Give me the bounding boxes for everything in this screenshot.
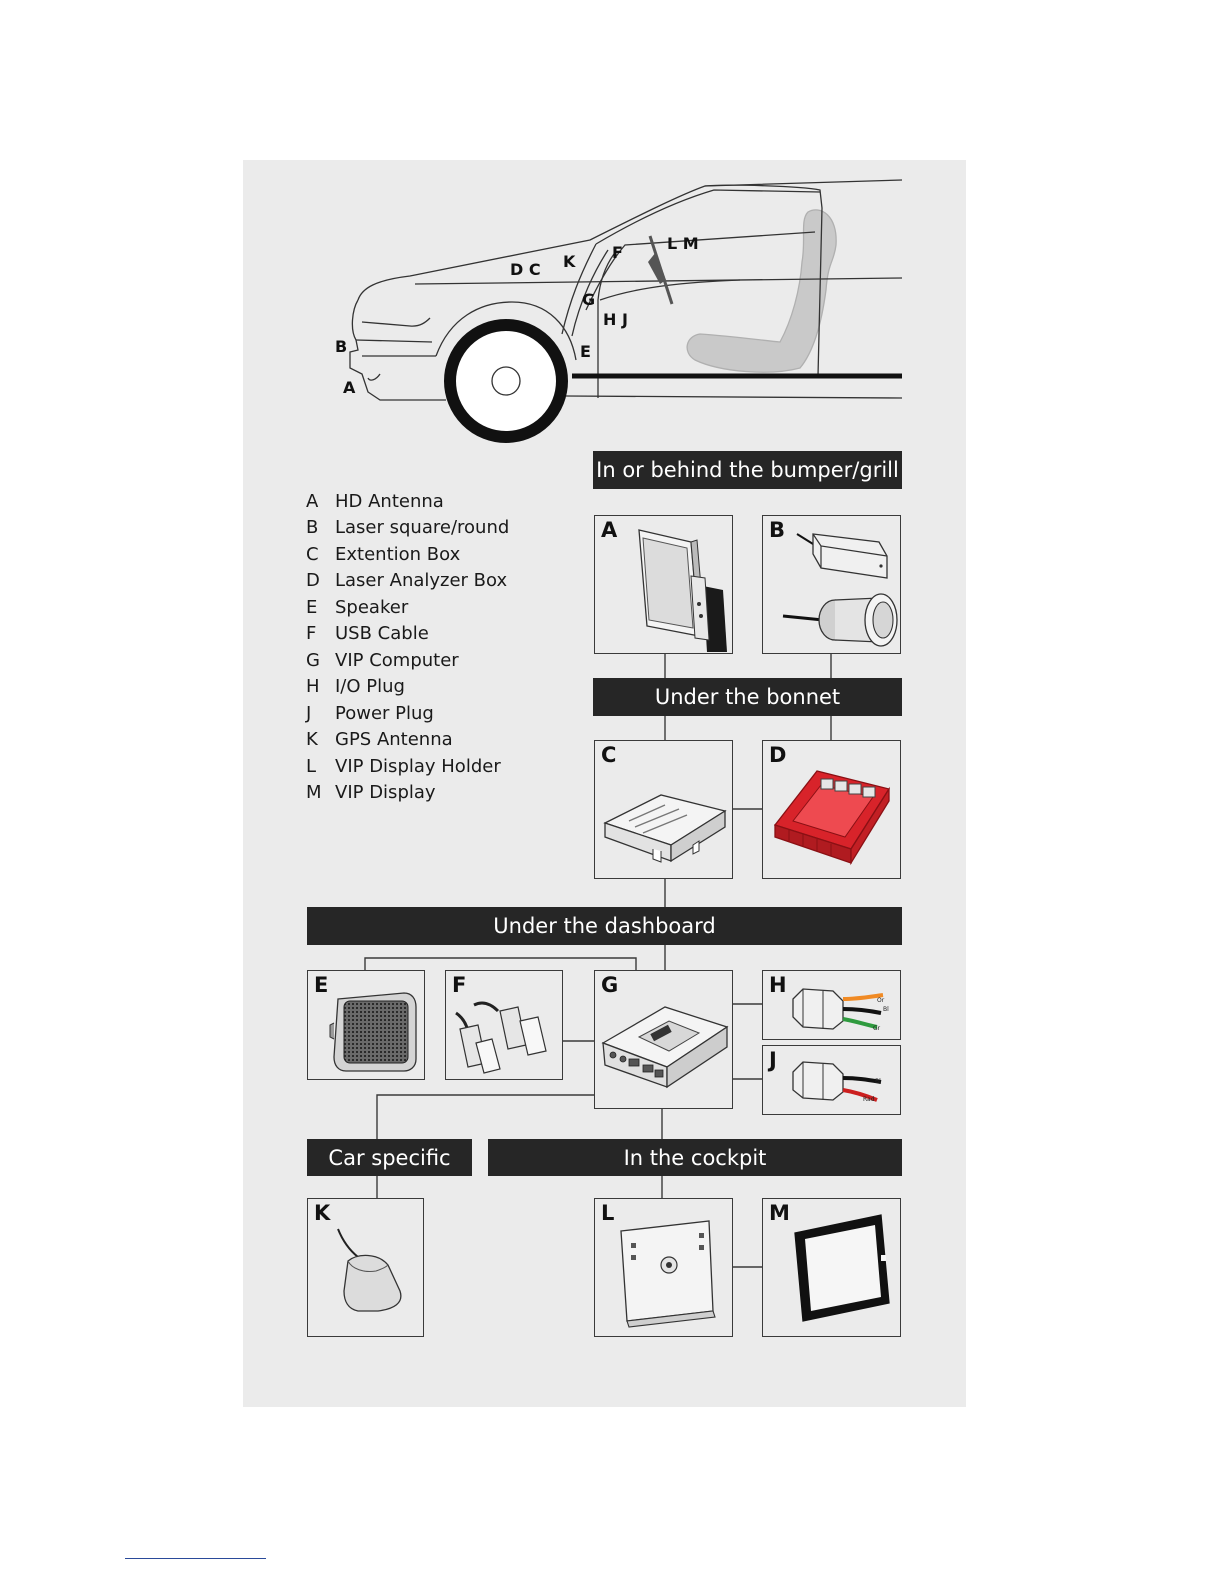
legend-label: Laser square/round — [335, 517, 510, 539]
legend-label: Speaker — [335, 596, 409, 618]
legend-item — [306, 700, 509, 727]
footnote-rule — [125, 1558, 266, 1559]
legend-letter: L — [306, 755, 317, 777]
section-header-bumper: In or behind the bumper/grill — [593, 451, 902, 489]
component-letter: J — [769, 1048, 777, 1072]
laser-icon — [763, 516, 901, 654]
legend-label: USB Cable — [335, 623, 429, 645]
legend-item — [306, 568, 509, 595]
legend-letter: D — [306, 570, 320, 592]
legend-label: Extention Box — [335, 543, 461, 565]
component-letter: H — [769, 973, 787, 997]
legend-letter: E — [306, 596, 318, 618]
usb-cable-icon — [446, 971, 563, 1080]
component-letter: K — [314, 1201, 331, 1225]
hd-antenna-icon — [595, 516, 733, 654]
seat-shape — [687, 210, 836, 372]
component-letter: E — [314, 973, 329, 997]
legend-label: I/O Plug — [335, 676, 405, 698]
section-header-car-specific: Car specific — [307, 1139, 472, 1176]
laser-analyzer-box-icon — [763, 741, 901, 879]
wire-label: Or — [877, 997, 885, 1004]
legend-item — [306, 780, 509, 807]
legend-item — [306, 753, 509, 780]
component-letter: L — [601, 1201, 615, 1225]
legend-item — [306, 621, 509, 648]
speaker-icon — [308, 971, 425, 1080]
callout-k: K — [563, 252, 576, 271]
component-box-g — [594, 970, 733, 1109]
legend-letter: H — [306, 676, 320, 698]
legend-letter: C — [306, 543, 319, 565]
legend-letter: A — [306, 490, 319, 512]
component-letter: D — [769, 743, 787, 767]
component-box-a — [594, 515, 733, 654]
component-legend — [306, 488, 509, 806]
component-letter: M — [769, 1201, 790, 1225]
legend-label: Power Plug — [335, 702, 434, 724]
legend-letter: F — [306, 623, 317, 645]
legend-label: GPS Antenna — [335, 729, 453, 751]
section-header-bonnet: Under the bonnet — [593, 678, 902, 716]
callout-hj: H J — [603, 310, 628, 329]
component-box-d — [762, 740, 901, 879]
callout-g: G — [582, 290, 596, 309]
callout-e: E — [580, 342, 591, 361]
component-box-h — [762, 970, 901, 1040]
legend-letter: B — [306, 517, 319, 539]
component-box-b — [762, 515, 901, 654]
component-box-c — [594, 740, 733, 879]
legend-label: VIP Display Holder — [335, 755, 501, 777]
legend-label: VIP Display — [335, 782, 436, 804]
legend-item — [306, 674, 509, 701]
legend-item — [306, 727, 509, 754]
legend-item — [306, 488, 509, 515]
section-header-cockpit: In the cockpit — [488, 1139, 902, 1176]
component-box-l — [594, 1198, 733, 1337]
callout-f: F — [612, 243, 623, 262]
wire-label: Bl — [875, 1078, 881, 1085]
component-box-k — [307, 1198, 424, 1337]
vip-display-icon — [763, 1199, 901, 1337]
legend-item — [306, 594, 509, 621]
component-letter: G — [601, 973, 619, 997]
callout-lm: L M — [667, 234, 699, 253]
component-letter: F — [452, 973, 467, 997]
wire-label: Bl — [883, 1006, 889, 1013]
extension-box-icon — [595, 741, 733, 879]
wire-label: Gr — [873, 1025, 881, 1032]
legend-letter: M — [306, 782, 322, 804]
legend-label: HD Antenna — [335, 490, 444, 512]
component-letter: C — [601, 743, 617, 767]
component-box-m — [762, 1198, 901, 1337]
car-illustration — [350, 180, 902, 400]
component-box-j — [762, 1045, 901, 1115]
component-letter: A — [601, 518, 618, 542]
legend-label: Laser Analyzer Box — [335, 570, 508, 592]
wire-label: Rad — [863, 1096, 875, 1103]
legend-item — [306, 515, 509, 542]
callout-a: A — [343, 378, 356, 397]
callout-b: B — [335, 337, 348, 356]
callout-dc: D C — [510, 260, 541, 279]
legend-item — [306, 647, 509, 674]
wheel-icon — [436, 302, 576, 437]
section-header-dashboard: Under the dashboard — [307, 907, 902, 945]
component-box-e — [307, 970, 425, 1080]
gps-antenna-icon — [308, 1199, 424, 1337]
legend-letter: J — [306, 702, 312, 724]
display-holder-icon — [595, 1199, 733, 1337]
component-box-f — [445, 970, 563, 1080]
component-letter: B — [769, 518, 786, 542]
io-plug-icon — [763, 971, 901, 1040]
legend-letter: K — [306, 729, 318, 751]
legend-letter: G — [306, 649, 320, 671]
legend-item — [306, 541, 509, 568]
vip-computer-icon — [595, 971, 733, 1109]
legend-label: VIP Computer — [335, 649, 459, 671]
